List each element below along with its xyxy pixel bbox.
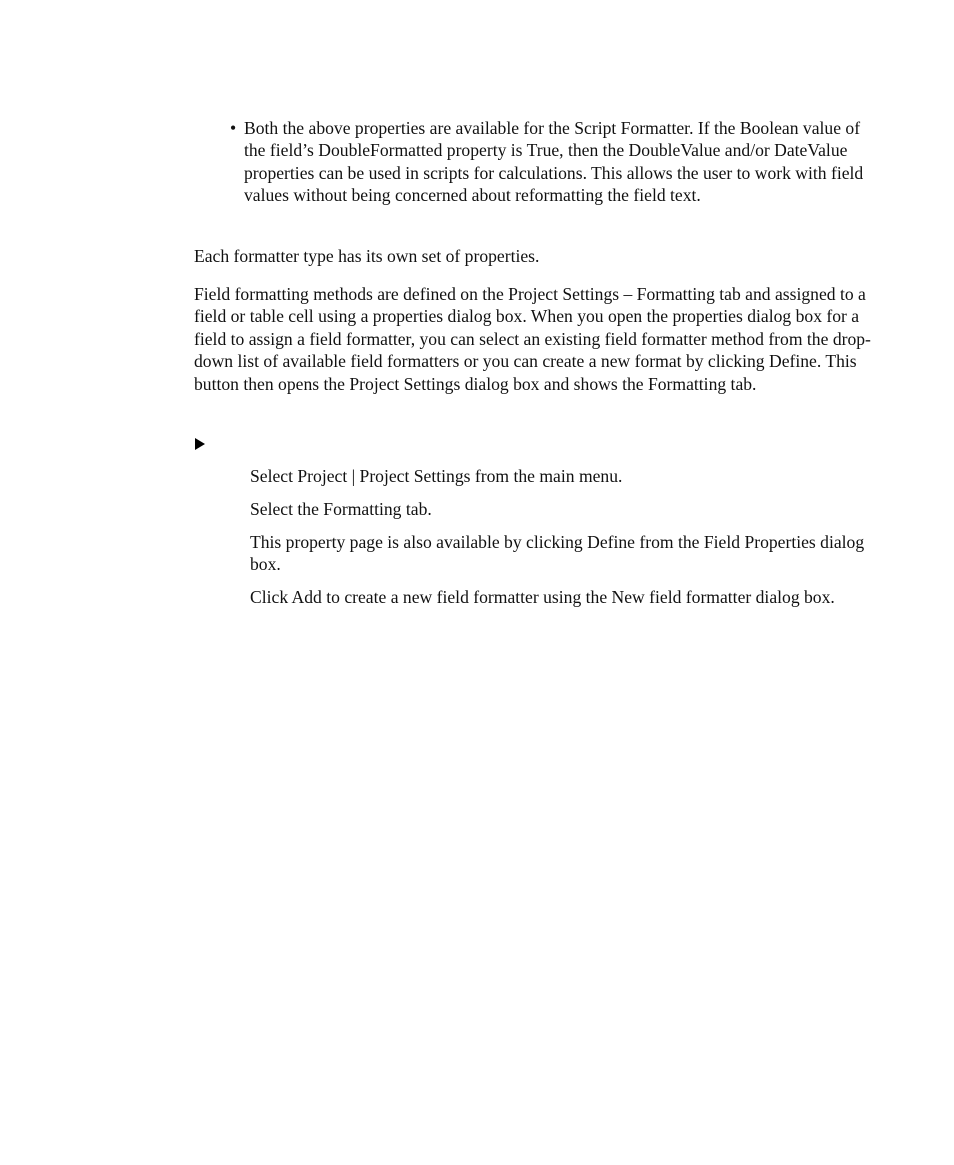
paragraph-formatter-properties: Each formatter type has its own set of properties. xyxy=(194,246,540,266)
step-2-note: This property page is also available by clicking Define from the Field Properties dialog box. xyxy=(250,532,865,575)
bullet-list-item xyxy=(230,117,880,207)
bullet-text: Both the above properties are available for the Script Formatter. If the Boolean value of the field’s DoubleFormatted property is True, then the DoubleValue and/or DateValue properties can be used in scripts for calculations. This allows the user to work with field values without being concerned about reformatting the field text. xyxy=(244,118,864,206)
triangle-right-icon xyxy=(194,434,208,450)
bullet-icon: • xyxy=(230,118,237,138)
step-2: Select the Formatting tab. xyxy=(250,499,432,519)
paragraph-field-formatting: Field formatting methods are defined on the Project Settings – Formatting tab and assigned to a field or table cell using a properties dialog box. When you open the properties dialog box for a field to assign a field formatter, you can select an existing field formatter method from the drop-down list of available field formatters or you can create a new format by clicking Define. This button then opens the Project Settings dialog box and shows the Formatting tab. xyxy=(194,284,871,394)
step-3: Click Add to create a new field formatter using the New field formatter dialog box. xyxy=(250,587,835,607)
step-1: Select Project | Project Settings from the main menu. xyxy=(250,466,623,486)
